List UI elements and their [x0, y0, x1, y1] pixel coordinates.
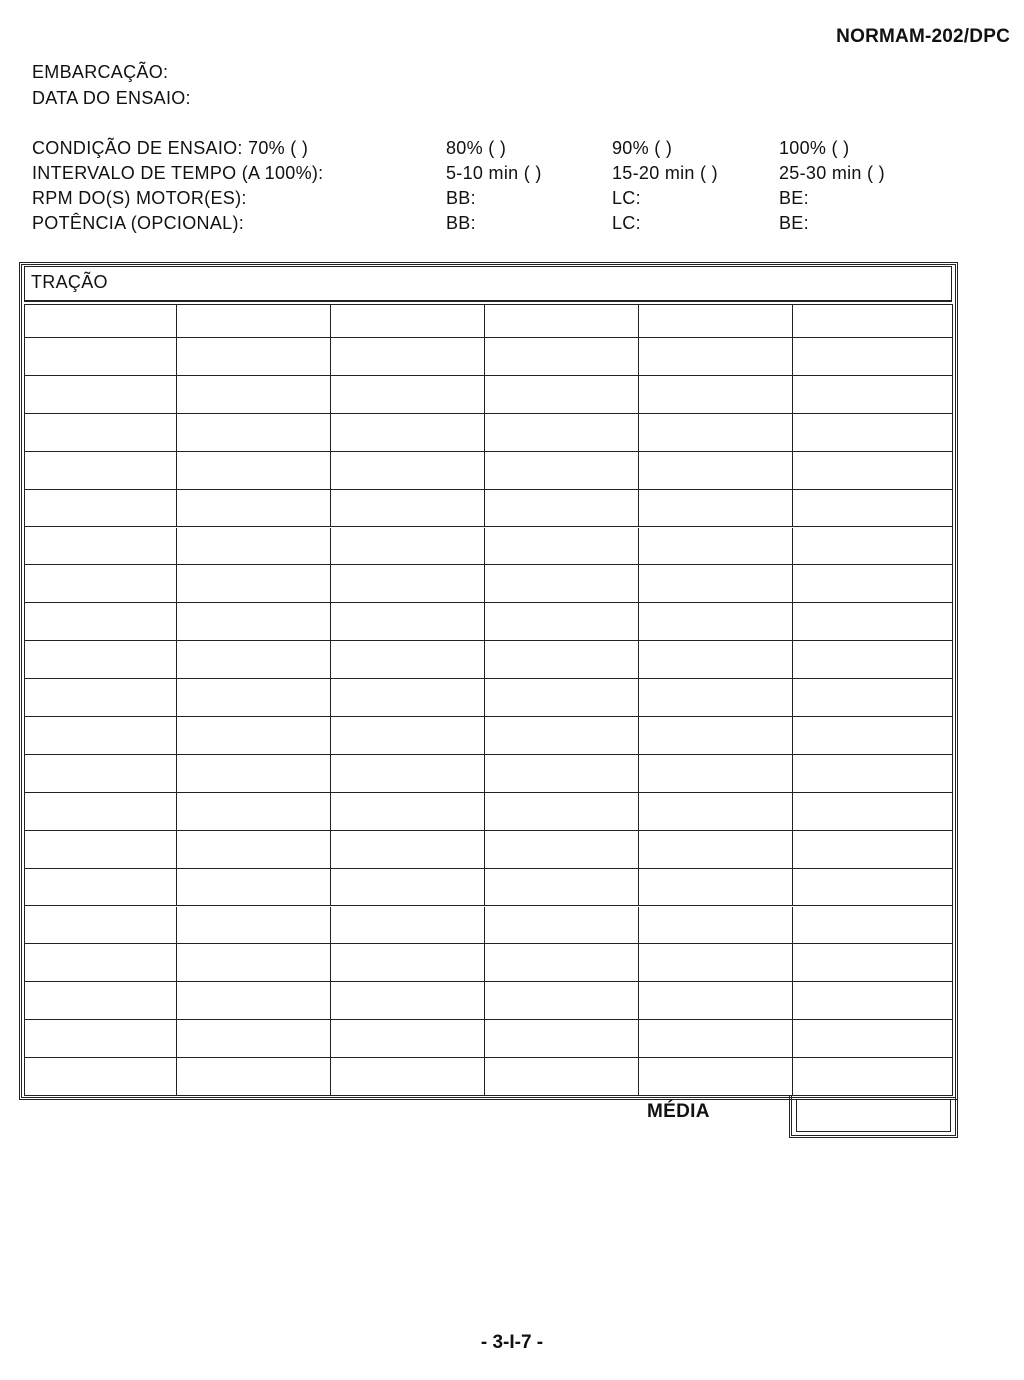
- table-cell[interactable]: [331, 528, 485, 565]
- table-cell[interactable]: [331, 793, 485, 830]
- table-row: [24, 414, 953, 452]
- table-cell[interactable]: [639, 603, 793, 640]
- table-cell[interactable]: [331, 376, 485, 413]
- table-cell[interactable]: [24, 603, 177, 640]
- table-cell[interactable]: [331, 603, 485, 640]
- table-row: [24, 944, 953, 982]
- table-cell[interactable]: [485, 603, 639, 640]
- table-cell[interactable]: [485, 304, 639, 337]
- test-condition-row: [0, 138, 1024, 162]
- table-row: [24, 603, 953, 641]
- table-cell[interactable]: [331, 907, 485, 944]
- table-cell[interactable]: [639, 907, 793, 944]
- table-cell[interactable]: [24, 831, 177, 868]
- traction-table: [24, 304, 953, 1096]
- table-row: [24, 831, 953, 869]
- table-cell[interactable]: [24, 528, 177, 565]
- table-cell[interactable]: [793, 1020, 953, 1057]
- table-cell[interactable]: [331, 304, 485, 337]
- table-row: [24, 982, 953, 1020]
- table-cell[interactable]: [639, 304, 793, 337]
- table-cell[interactable]: [639, 338, 793, 375]
- table-cell[interactable]: [24, 679, 177, 716]
- table-cell[interactable]: [485, 338, 639, 375]
- interval-option-5-10[interactable]: 5-10 min ( ): [446, 163, 542, 183]
- table-cell[interactable]: [485, 793, 639, 830]
- table-cell[interactable]: [639, 452, 793, 489]
- table-cell[interactable]: [793, 304, 953, 337]
- engine-rpm-label: RPM DO(S) MOTOR(ES):: [32, 188, 247, 208]
- table-cell[interactable]: [793, 490, 953, 527]
- test-condition-label: CONDIÇÃO DE ENSAIO: 70% ( ): [32, 138, 309, 158]
- table-cell[interactable]: [331, 755, 485, 792]
- table-cell[interactable]: [177, 679, 331, 716]
- power-row: [0, 213, 1024, 237]
- condition-option-100[interactable]: 100% ( ): [779, 138, 850, 158]
- table-cell[interactable]: [793, 376, 953, 413]
- table-cell[interactable]: [177, 641, 331, 678]
- traction-table-title: TRAÇÃO: [24, 266, 952, 302]
- table-cell[interactable]: [485, 1020, 639, 1057]
- table-cell[interactable]: [793, 414, 953, 451]
- table-cell[interactable]: [177, 793, 331, 830]
- time-interval-label: INTERVALO DE TEMPO (A 100%):: [32, 163, 324, 183]
- table-cell[interactable]: [639, 869, 793, 906]
- table-cell[interactable]: [177, 376, 331, 413]
- table-cell[interactable]: [793, 528, 953, 565]
- table-cell[interactable]: [639, 414, 793, 451]
- table-cell[interactable]: [177, 869, 331, 906]
- condition-option-80[interactable]: 80% ( ): [446, 138, 507, 158]
- table-cell[interactable]: [331, 452, 485, 489]
- table-row: [24, 565, 953, 603]
- power-label: POTÊNCIA (OPCIONAL):: [32, 213, 245, 233]
- table-cell[interactable]: [793, 982, 953, 1019]
- table-cell[interactable]: [331, 641, 485, 678]
- table-cell[interactable]: [639, 982, 793, 1019]
- engine-rpm-row: [0, 188, 1024, 212]
- table-cell[interactable]: [24, 565, 177, 602]
- table-row: [24, 452, 953, 490]
- table-cell[interactable]: [177, 1020, 331, 1057]
- table-cell[interactable]: [24, 304, 177, 337]
- power-port-field[interactable]: BB:: [446, 213, 476, 233]
- table-cell[interactable]: [331, 679, 485, 716]
- interval-option-15-20[interactable]: 15-20 min ( ): [612, 163, 718, 183]
- table-cell[interactable]: [331, 1020, 485, 1057]
- table-cell[interactable]: [24, 793, 177, 830]
- table-cell[interactable]: [177, 452, 331, 489]
- table-cell[interactable]: [24, 452, 177, 489]
- table-cell[interactable]: [485, 452, 639, 489]
- table-cell[interactable]: [639, 490, 793, 527]
- table-row: [24, 907, 953, 945]
- table-cell[interactable]: [793, 793, 953, 830]
- vessel-label: EMBARCAÇÃO:: [32, 62, 169, 82]
- table-cell[interactable]: [177, 603, 331, 640]
- document-reference: NORMAM-202/DPC: [836, 26, 1010, 47]
- table-cell[interactable]: [24, 414, 177, 451]
- table-cell[interactable]: [485, 528, 639, 565]
- table-cell[interactable]: [177, 907, 331, 944]
- table-cell[interactable]: [793, 1058, 953, 1095]
- table-cell[interactable]: [793, 641, 953, 678]
- table-cell[interactable]: [24, 376, 177, 413]
- table-cell[interactable]: [485, 831, 639, 868]
- table-cell[interactable]: [639, 565, 793, 602]
- table-cell[interactable]: [793, 452, 953, 489]
- condition-option-90[interactable]: 90% ( ): [612, 138, 673, 158]
- table-cell[interactable]: [485, 414, 639, 451]
- table-cell[interactable]: [331, 869, 485, 906]
- table-row: [24, 376, 953, 414]
- test-date-label: DATA DO ENSAIO:: [32, 88, 191, 108]
- table-cell[interactable]: [485, 641, 639, 678]
- table-cell[interactable]: [24, 755, 177, 792]
- table-cell[interactable]: [331, 717, 485, 754]
- table-cell[interactable]: [485, 679, 639, 716]
- table-cell[interactable]: [24, 982, 177, 1019]
- table-cell[interactable]: [793, 603, 953, 640]
- table-cell[interactable]: [331, 490, 485, 527]
- table-cell[interactable]: [331, 338, 485, 375]
- table-cell[interactable]: [331, 414, 485, 451]
- table-cell[interactable]: [485, 869, 639, 906]
- table-cell[interactable]: [24, 641, 177, 678]
- table-cell[interactable]: [177, 304, 331, 337]
- table-row: [24, 793, 953, 831]
- table-cell[interactable]: [485, 944, 639, 981]
- table-cell[interactable]: [24, 1058, 177, 1095]
- table-cell[interactable]: [793, 679, 953, 716]
- table-cell[interactable]: [177, 1058, 331, 1095]
- table-cell[interactable]: [177, 338, 331, 375]
- table-cell[interactable]: [24, 907, 177, 944]
- table-cell[interactable]: [639, 717, 793, 754]
- rpm-starboard-field[interactable]: BE:: [779, 188, 809, 208]
- table-row: [24, 1058, 953, 1096]
- table-cell[interactable]: [639, 641, 793, 678]
- table-cell[interactable]: [331, 982, 485, 1019]
- table-row: [24, 679, 953, 717]
- table-cell[interactable]: [639, 679, 793, 716]
- table-cell[interactable]: [24, 1020, 177, 1057]
- interval-option-25-30[interactable]: 25-30 min ( ): [779, 163, 885, 183]
- table-cell[interactable]: [485, 1058, 639, 1095]
- table-cell[interactable]: [793, 869, 953, 906]
- table-cell[interactable]: [639, 831, 793, 868]
- table-cell[interactable]: [331, 1058, 485, 1095]
- table-row: [24, 528, 953, 566]
- table-row: [24, 304, 953, 338]
- table-cell[interactable]: [485, 565, 639, 602]
- table-cell[interactable]: [177, 528, 331, 565]
- table-cell[interactable]: [793, 831, 953, 868]
- table-row: [24, 1020, 953, 1058]
- table-cell[interactable]: [485, 907, 639, 944]
- time-interval-row: [0, 163, 1024, 187]
- power-starboard-field[interactable]: BE:: [779, 213, 809, 233]
- table-cell[interactable]: [639, 1058, 793, 1095]
- table-cell[interactable]: [485, 982, 639, 1019]
- table-cell[interactable]: [24, 869, 177, 906]
- table-cell[interactable]: [639, 944, 793, 981]
- table-row: [24, 338, 953, 376]
- average-label: MÉDIA: [647, 1101, 710, 1122]
- table-cell[interactable]: [177, 717, 331, 754]
- table-cell[interactable]: [639, 1020, 793, 1057]
- table-cell[interactable]: [639, 528, 793, 565]
- table-cell[interactable]: [485, 490, 639, 527]
- table-cell[interactable]: [485, 376, 639, 413]
- power-center-field[interactable]: LC:: [612, 213, 641, 233]
- table-cell[interactable]: [24, 944, 177, 981]
- table-cell[interactable]: [24, 490, 177, 527]
- table-cell[interactable]: [331, 565, 485, 602]
- table-cell[interactable]: [793, 755, 953, 792]
- table-cell[interactable]: [793, 338, 953, 375]
- rpm-center-field[interactable]: LC:: [612, 188, 641, 208]
- table-cell[interactable]: [331, 944, 485, 981]
- page-number: - 3-I-7 -: [480, 1332, 544, 1353]
- table-row: [24, 869, 953, 907]
- table-cell[interactable]: [485, 755, 639, 792]
- table-row: [24, 490, 953, 528]
- table-cell[interactable]: [177, 414, 331, 451]
- table-cell[interactable]: [331, 831, 485, 868]
- table-row: [24, 717, 953, 755]
- table-cell[interactable]: [639, 793, 793, 830]
- table-cell[interactable]: [485, 717, 639, 754]
- table-cell[interactable]: [24, 717, 177, 754]
- table-cell[interactable]: [639, 376, 793, 413]
- table-cell[interactable]: [177, 831, 331, 868]
- table-cell[interactable]: [793, 944, 953, 981]
- table-cell[interactable]: [793, 565, 953, 602]
- table-cell[interactable]: [177, 982, 331, 1019]
- table-cell[interactable]: [793, 717, 953, 754]
- table-row: [24, 641, 953, 679]
- average-value-field[interactable]: [796, 1099, 951, 1132]
- table-cell[interactable]: [177, 944, 331, 981]
- table-cell[interactable]: [24, 338, 177, 375]
- table-cell[interactable]: [177, 565, 331, 602]
- table-cell[interactable]: [639, 755, 793, 792]
- rpm-port-field[interactable]: BB:: [446, 188, 476, 208]
- table-cell[interactable]: [177, 490, 331, 527]
- table-cell[interactable]: [793, 907, 953, 944]
- table-row: [24, 755, 953, 793]
- table-cell[interactable]: [177, 755, 331, 792]
